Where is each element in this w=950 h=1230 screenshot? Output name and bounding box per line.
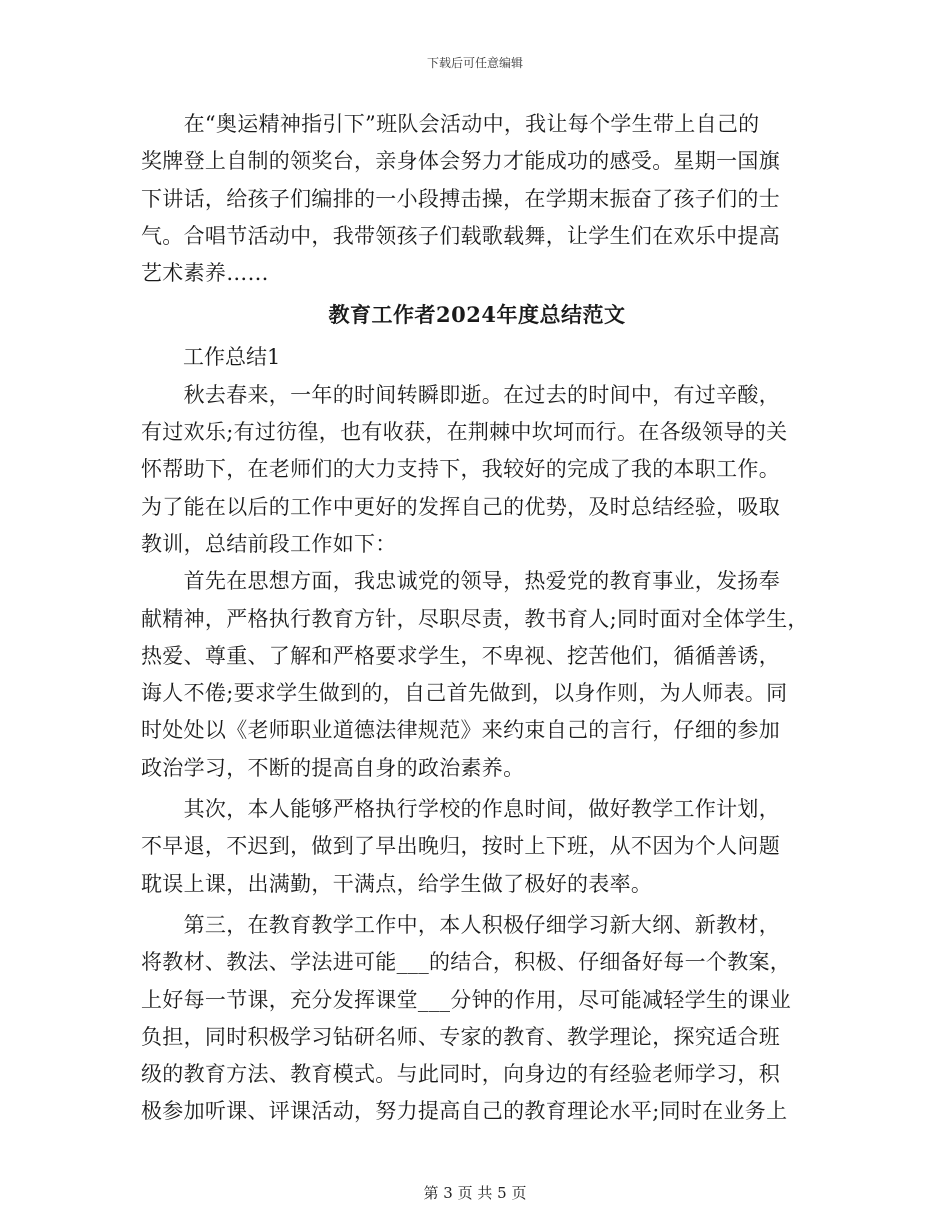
- text-line: 第三，在教育教学工作中，本人积极仔细学习新大纲、新教材，: [141, 912, 780, 937]
- text-line: 上好每一节课，充分发挥课堂___分钟的作用，尽可能减轻学生的课业: [141, 987, 792, 1012]
- text-line: 在“奥运精神指引下”班队会活动中，我让每个学生带上自己的: [141, 112, 760, 136]
- text-line: 教训，总结前段工作如下：: [141, 531, 397, 556]
- page-footer: 第 3 页 共 5 页: [423, 1184, 527, 1202]
- text-line: 将教材、教法、学法进可能___的结合，积极、仔细备好每一个教案，: [141, 950, 792, 975]
- document-body: [141, 106, 813, 1131]
- text-line: 有过欢乐;有过彷徨，也有收获，在荆棘中坎坷而行。在各级领导的关: [141, 420, 788, 445]
- text-line: 为了能在以后的工作中更好的发挥自己的优势，及时总结经验，吸取: [141, 494, 780, 519]
- text-line: 献精神，严格执行教育方针，尽职尽责，教书育人;同时面对全体学生，: [141, 606, 809, 631]
- text-line: 气。合唱节活动中，我带领孩子们载歌载舞，让学生们在欢乐中提高: [141, 223, 780, 248]
- text-line: 诲人不倦;要求学生做到的，自己首先做到，以身作则，为人师表。同: [141, 681, 788, 706]
- text-line: 级的教育方法、教育模式。与此同时，向身边的有经验老师学习，积: [141, 1062, 780, 1087]
- intro-paragraph: [141, 106, 813, 292]
- text-line: 极参加听课、评课活动，努力提高自己的教育理论水平;同时在业务上: [141, 1099, 788, 1124]
- text-line: 不早退，不迟到，做到了早出晚归，按时上下班，从不因为个人问题: [141, 834, 780, 859]
- paragraph-3: [141, 791, 813, 903]
- text-line: 其次，本人能够严格执行学校的作息时间，做好教学工作计划，: [141, 797, 780, 822]
- text-line: 耽误上课，出满勤，干满点，给学生做了极好的表率。: [141, 871, 653, 896]
- paragraph-2: [141, 563, 813, 787]
- page-header: 下载后可任意编辑: [426, 56, 523, 70]
- text-line: 下讲话，给孩子们编排的一小段搏击操，在学期末振奋了孩子们的士: [141, 186, 780, 211]
- document-title: 教育工作者2024年度总结范文: [328, 302, 626, 328]
- text-line: 政治学习，不断的提高自身的政治素养。: [141, 755, 525, 780]
- text-line: 怀帮助下，在老师们的大力支持下，我较好的完成了我的本职工作。: [141, 457, 780, 482]
- text-line: 首先在思想方面，我忠诚党的领导，热爱党的教育事业，发扬奉: [141, 569, 780, 594]
- section-subheading: 工作总结1: [141, 345, 281, 370]
- paragraph-4: [141, 907, 813, 1131]
- text-line: 艺术素养……: [141, 261, 269, 286]
- paragraph-1: [141, 377, 813, 563]
- text-line: 热爱、尊重、了解和严格要求学生，不卑视、挖苦他们，循循善诱，: [141, 643, 780, 668]
- text-line: 负担，同时积极学习钻研名师、专家的教育、教学理论，探究适合班: [141, 1024, 780, 1049]
- text-line: 奖牌登上自制的领奖台，亲身体会努力才能成功的感受。星期一国旗: [141, 149, 780, 174]
- text-line: 秋去春来，一年的时间转瞬即逝。在过去的时间中，有过辛酸，: [141, 382, 780, 407]
- text-line: 时处处以《老师职业道德法律规范》来约束自己的言行，仔细的参加: [141, 718, 780, 743]
